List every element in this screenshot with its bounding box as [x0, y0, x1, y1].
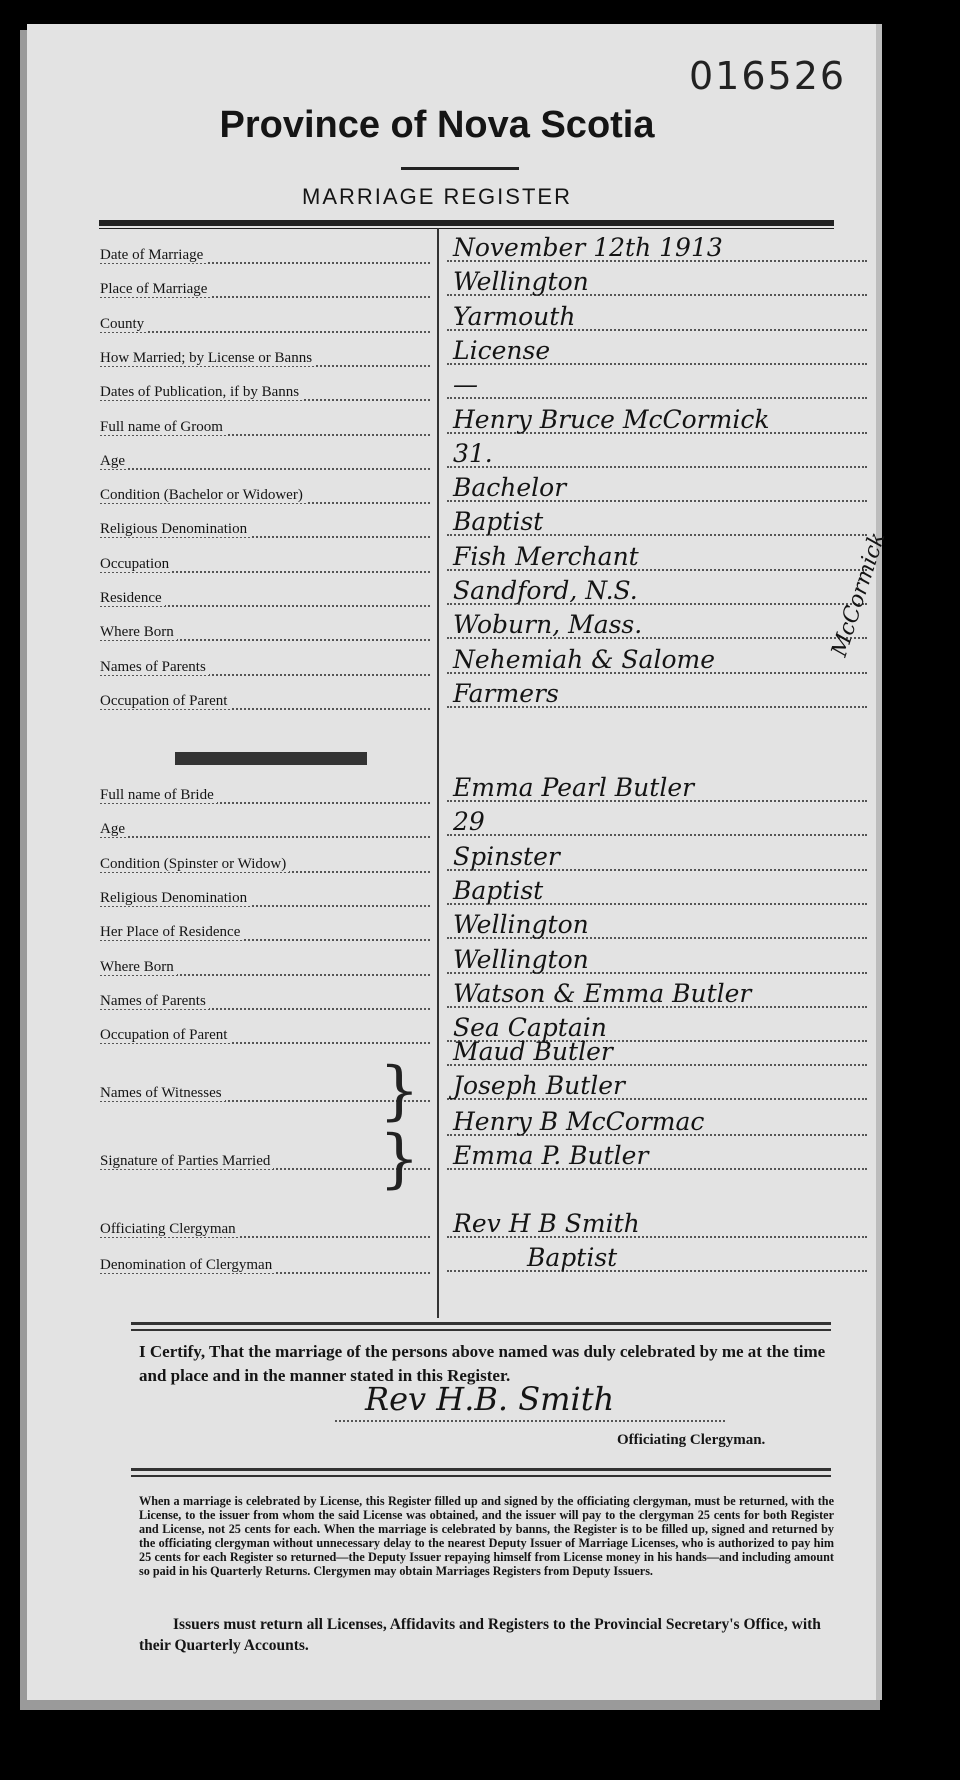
page-subtitle: MARRIAGE REGISTER	[302, 184, 572, 209]
groom-value-12	[447, 644, 867, 678]
groom-label-row	[100, 270, 430, 304]
label-witnesses: Names of Witnesses	[100, 1074, 430, 1108]
field-label: Occupation	[100, 556, 172, 572]
groom-label-row	[100, 442, 430, 476]
groom-label-row	[100, 236, 430, 270]
groom-value-8	[447, 506, 867, 540]
groom-value-5	[447, 404, 867, 438]
handwritten-value: Wellington	[453, 267, 589, 297]
field-label: Where Born	[100, 624, 177, 640]
signature-caption: Officiating Clergyman.	[617, 1432, 766, 1448]
handwritten-value: Bachelor	[453, 473, 567, 503]
groom-value-4	[447, 369, 867, 403]
groom-label-row	[100, 682, 430, 716]
field-label: Occupation of Parent	[100, 693, 230, 709]
bride-label-row	[100, 913, 430, 947]
groom-label-row	[100, 339, 430, 373]
handwritten-value: Spinster	[453, 841, 560, 871]
handwritten-value: Farmers	[453, 678, 559, 708]
clergyman-signature: Rev H.B. Smith	[335, 1380, 725, 1422]
bride-value-3	[447, 875, 867, 909]
groom-label-row	[100, 613, 430, 647]
bride-label-row	[100, 845, 430, 879]
groom-label-row	[100, 373, 430, 407]
section-divider-bar	[175, 752, 367, 765]
handwritten-value: November 12th 1913	[453, 233, 723, 262]
bride-label-row	[100, 879, 430, 913]
field-label: Age	[100, 453, 128, 469]
bride-value-2	[447, 841, 867, 875]
title-rule	[401, 167, 519, 170]
bride-value-5	[447, 944, 867, 978]
certification-text: I Certify, That the marriage of the persons above named was duly celebrated by me at the time and place and in the manner stated in this Register.	[139, 1342, 826, 1385]
field-label: Full name of Groom	[100, 419, 226, 435]
certification-rule-bottom	[131, 1468, 831, 1471]
handwritten-value: 31.	[453, 438, 493, 468]
handwritten-value: Watson & Emma Butler	[453, 978, 752, 1008]
handwritten-value: Henry Bruce McCormick	[453, 404, 770, 434]
groom-label-row	[100, 408, 430, 442]
witnesses-brace: }	[379, 1054, 420, 1128]
bride-value-4	[447, 909, 867, 943]
stamp-number: 016526	[689, 54, 847, 98]
label-officiating-clergyman: Officiating Clergyman	[100, 1210, 430, 1244]
bride-label-row	[100, 1016, 430, 1050]
register-form	[27, 24, 891, 1700]
license-notice: When a marriage is celebrated by License, this Register filled up and signed by the officiating clergyman, must be returned, with the License, to the issuer from whom the said License was obtained, and the issuer will pay to the clergyman 25 cents for both Register and License, not 25 cents for each. When the marriage is celebrated by banns, the Register is to be filled up, signed and returned by the officiating clergyman without unnecessary delay to the nearest Deputy Issuer of Marriage Licenses, who is authorized to pay him 25 cents for each Register so returned—the Deputy Issuer repaying himself from License money in his hands—and including amount so paid in his Quarterly Returns. Clergymen may obtain Marriages Registers from Deputy Issuers.	[139, 1494, 834, 1578]
bride-value-0	[447, 772, 867, 806]
field-label: Names of Parents	[100, 659, 209, 675]
groom-value-7	[447, 472, 867, 506]
bride-label-row	[100, 810, 430, 844]
groom-label-row	[100, 545, 430, 579]
handwritten-value: Woburn, Mass.	[453, 610, 643, 640]
certification-rule-top	[131, 1322, 831, 1325]
issuers-note: Issuers must return all Licenses, Affidavits and Registers to the Provincial Secretary's Office, with their Quarterly Accounts.	[139, 1616, 821, 1654]
bride-label-row	[100, 948, 430, 982]
groom-value-13	[447, 678, 867, 712]
groom-value-9	[447, 541, 867, 575]
column-divider	[437, 228, 439, 1318]
witness-1: Maud Butler	[447, 1036, 867, 1070]
field-label: How Married; by License or Banns	[100, 350, 315, 366]
groom-label-row	[100, 648, 430, 682]
party-bride-signature: Emma P. Butler	[447, 1140, 867, 1174]
field-label: Names of Parents	[100, 993, 209, 1009]
handwritten-value: Wellington	[453, 910, 589, 940]
handwritten-value: Sandford, N.S.	[453, 576, 638, 605]
groom-label-row	[100, 305, 430, 339]
field-label: Condition (Spinster or Widow)	[100, 856, 289, 872]
bride-label-row	[100, 982, 430, 1016]
groom-label-row	[100, 579, 430, 613]
groom-label-row	[100, 510, 430, 544]
parties-brace: }	[379, 1122, 420, 1196]
handwritten-value: Sea Captain	[453, 1013, 607, 1043]
header-rule	[99, 220, 834, 226]
groom-value-3	[447, 335, 867, 369]
groom-value-1	[447, 266, 867, 300]
field-label: Condition (Bachelor or Widower)	[100, 487, 306, 503]
handwritten-value: 29	[453, 807, 485, 837]
handwritten-value: Baptist	[453, 875, 544, 905]
field-label: Religious Denomination	[100, 890, 250, 906]
groom-value-10	[447, 575, 867, 609]
groom-label-row	[100, 476, 430, 510]
field-label: Religious Denomination	[100, 521, 250, 537]
field-label: Dates of Publication, if by Banns	[100, 384, 302, 400]
margin-note: McCormick	[827, 529, 891, 660]
field-label: Full name of Bride	[100, 787, 217, 803]
groom-value-2	[447, 301, 867, 335]
label-clergy-denomination: Denomination of Clergyman	[100, 1246, 430, 1280]
field-label: Residence	[100, 590, 165, 606]
handwritten-value: —	[453, 370, 478, 400]
field-label: Occupation of Parent	[100, 1027, 230, 1043]
field-label: Her Place of Residence	[100, 924, 243, 940]
field-label: Place of Marriage	[100, 281, 210, 297]
label-parties: Signature of Parties Married	[100, 1142, 430, 1176]
page-title: Province of Nova Scotia	[219, 104, 655, 146]
groom-value-11	[447, 609, 867, 643]
handwritten-value: Yarmouth	[453, 301, 576, 331]
groom-value-0	[447, 232, 867, 266]
field-label: Date of Marriage	[100, 247, 206, 263]
handwritten-value: Baptist	[453, 507, 544, 537]
field-label: County	[100, 316, 147, 332]
party-groom-signature: Henry B McCormac	[447, 1106, 867, 1140]
witness-2: Joseph Butler	[447, 1070, 867, 1104]
handwritten-value: Fish Merchant	[453, 541, 639, 571]
field-label: Where Born	[100, 959, 177, 975]
groom-value-6	[447, 438, 867, 472]
bride-value-6	[447, 978, 867, 1012]
handwritten-value: Wellington	[453, 944, 589, 974]
bride-value-1	[447, 806, 867, 840]
bride-label-row	[100, 776, 430, 810]
value-clergy-denomination: Baptist	[447, 1242, 867, 1276]
handwritten-value: Nehemiah & Salome	[453, 644, 715, 674]
field-label: Age	[100, 821, 128, 837]
handwritten-value: Emma Pearl Butler	[453, 773, 695, 802]
value-officiating-clergyman: Rev H B Smith	[447, 1208, 867, 1242]
handwritten-value: License	[453, 335, 551, 365]
